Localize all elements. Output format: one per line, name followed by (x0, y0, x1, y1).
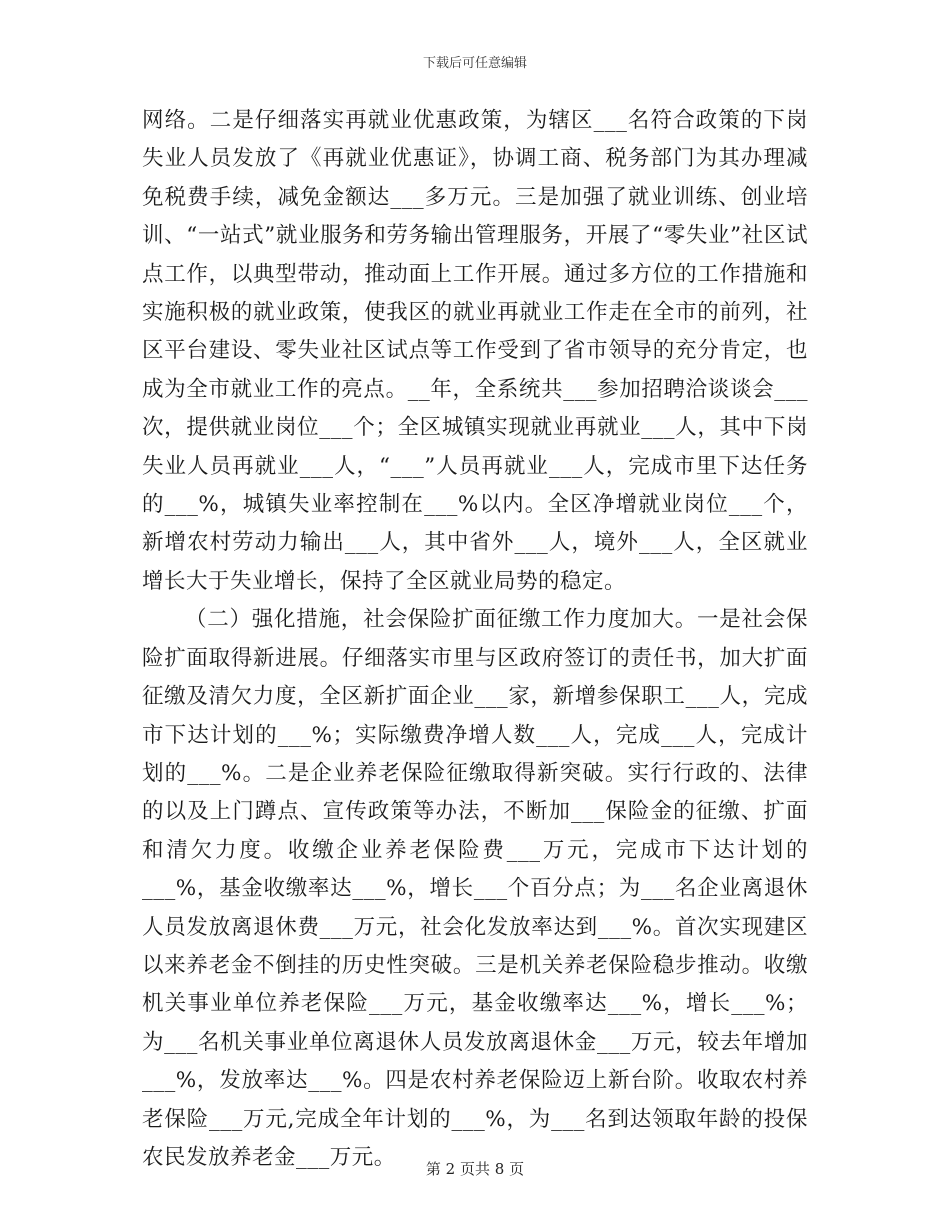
page-footer: 第 2 页共 8 页 (425, 1160, 525, 1178)
body-paragraph-1: 网络。二是仔细落实再就业优惠政策，为辖区___名符合政策的下岗失业人员发放了《再就业优惠证》，协调工商、税务部门为其办理减免税费手续，减免金额达___多万元。三是加强了就业训练、创业培训、“一站式”就业服务和劳务输出管理服务，开展了“零失业”社区试点工作，以典型带动，推动面上工作开展。通过多方位的工作措施和实施积极的就业政策，使我区的就业再就业工作走在全市的前列，社区平台建设、零失业社区试点等工作受到了省市领导的充分肯定，也成为全市就业工作的亮点。__年，全系统共___参加招聘洽谈谈会___次，提供就业岗位___个；全区城镇实现就业再就业___人，其中下岗失业人员再就业___人，“___”人员再就业___人，完成市里下达任务的___%，城镇失业率控制在___%以内。全区净增就业岗位___个，新增农村劳动力输出___人，其中省外___人，境外___人，全区就业增长大于失业增长，保持了全区就业局势的稳定。 (142, 108, 808, 594)
page-header: 下载后可任意编辑 (422, 56, 527, 71)
body-paragraph-2: （二）强化措施，社会保险扩面征缴工作力度加大。一是社会保险扩面取得新进展。仔细落实市里与区政府签订的责任书，加大扩面征缴及清欠力度，全区新扩面企业___家，新增参保职工___人，完成市下达计划的___%；实际缴费净增人数___人，完成___人，完成计划的___%。二是企业养老保险征缴取得新突破。实行行政的、法律的以及上门蹲点、宣传政策等办法，不断加___保险金的征缴、扩面和清欠力度。收缴企业养老保险费___万元，完成市下达计划的___%，基金收缴率达___%，增长___个百分点；为___名企业离退休人员发放离退休费___万元，社会化发放率达到___%。首次实现建区以来养老金不倒挂的历史性突破。三是机关养老保险稳步推动。收缴机关事业单位养老保险___万元，基金收缴率达___%，增长___%；为___名机关事业单位离退休人员发放离退休金___万元，较去年增加___%，发放率达___%。四是农村养老保险迈上新台阶。收取农村养老保险___万元,完成全年计划的___%，为___名到达领取年龄的投保农民发放养老金___万元。 (142, 607, 808, 1170)
document-body (142, 102, 808, 1177)
